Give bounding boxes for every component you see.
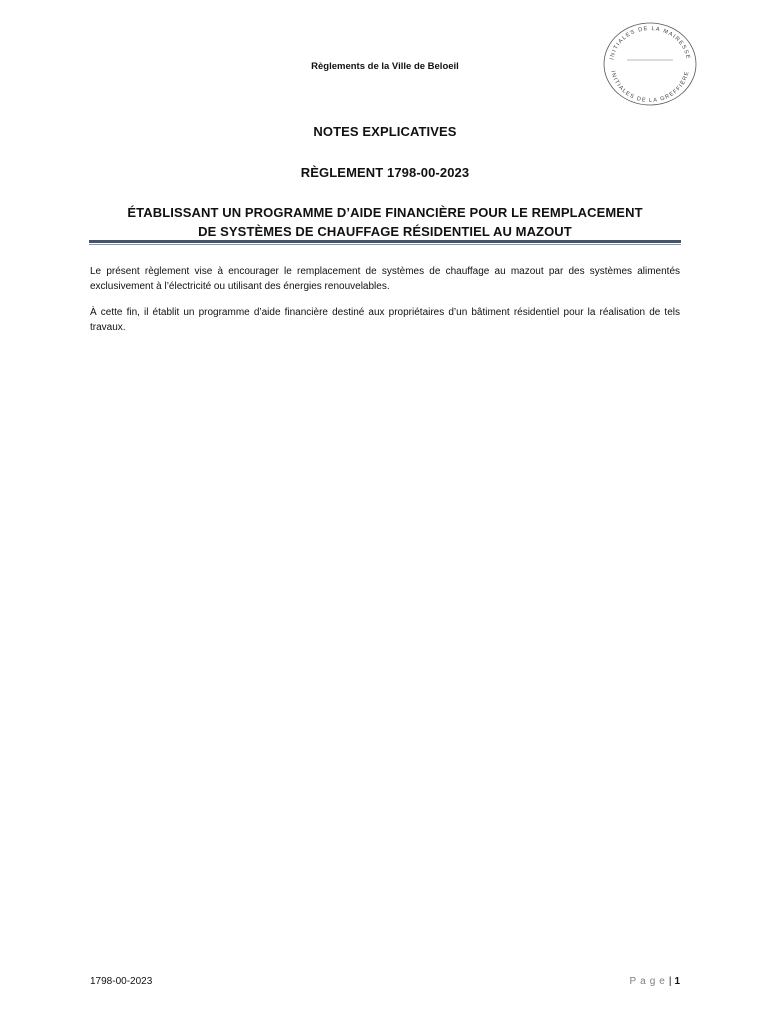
title-divider-thin — [89, 244, 681, 245]
footer-reference: 1798-00-2023 — [90, 976, 153, 987]
notes-title: NOTES EXPLICATIVES — [313, 124, 457, 139]
page-label: Page — [629, 976, 669, 987]
svg-text:INITIALES DE LA MAIRESSE — [609, 26, 690, 60]
page-separator: | — [668, 976, 672, 987]
paragraph-2: À cette fin, il établit un programme d’aide financière destiné aux propriétaires d’un bâtiment résidentiel pour la réalisation de tels travaux. — [90, 307, 680, 333]
reglement-title: RÈGLEMENT 1798-00-2023 — [300, 165, 470, 180]
paragraph-1: Le présent règlement vise à encourager le remplacement de systèmes de chauffage au mazout par des systèmes alimentés exclusivement à l’électricité ou utilisant des énergies renouvelables. — [90, 266, 680, 292]
svg-text:INITIALES DE LA GREFFIÈRE — [609, 70, 690, 104]
seal-graphic — [601, 20, 699, 108]
title-divider — [89, 240, 681, 243]
subject-line-1: ÉTABLISSANT UN PROGRAMME D’AIDE FINANCIÈRE POUR LE REMPLACEMENT — [127, 205, 643, 220]
page-number-block — [629, 976, 680, 987]
initials-seal — [601, 20, 699, 108]
seal-top-text: INITIALES DE LA MAIRESSE — [609, 25, 691, 61]
subject-line-2: DE SYSTÈMES DE CHAUFFAGE RÉSIDENTIEL AU MAZOUT — [198, 224, 572, 239]
page-number: 1 — [674, 976, 680, 987]
seal-bottom-text: INITIALES DE LA GREFFIÈRE — [609, 70, 691, 105]
running-header: Règlements de la Ville de Beloeil — [311, 61, 459, 72]
subject-title — [0, 203, 770, 241]
